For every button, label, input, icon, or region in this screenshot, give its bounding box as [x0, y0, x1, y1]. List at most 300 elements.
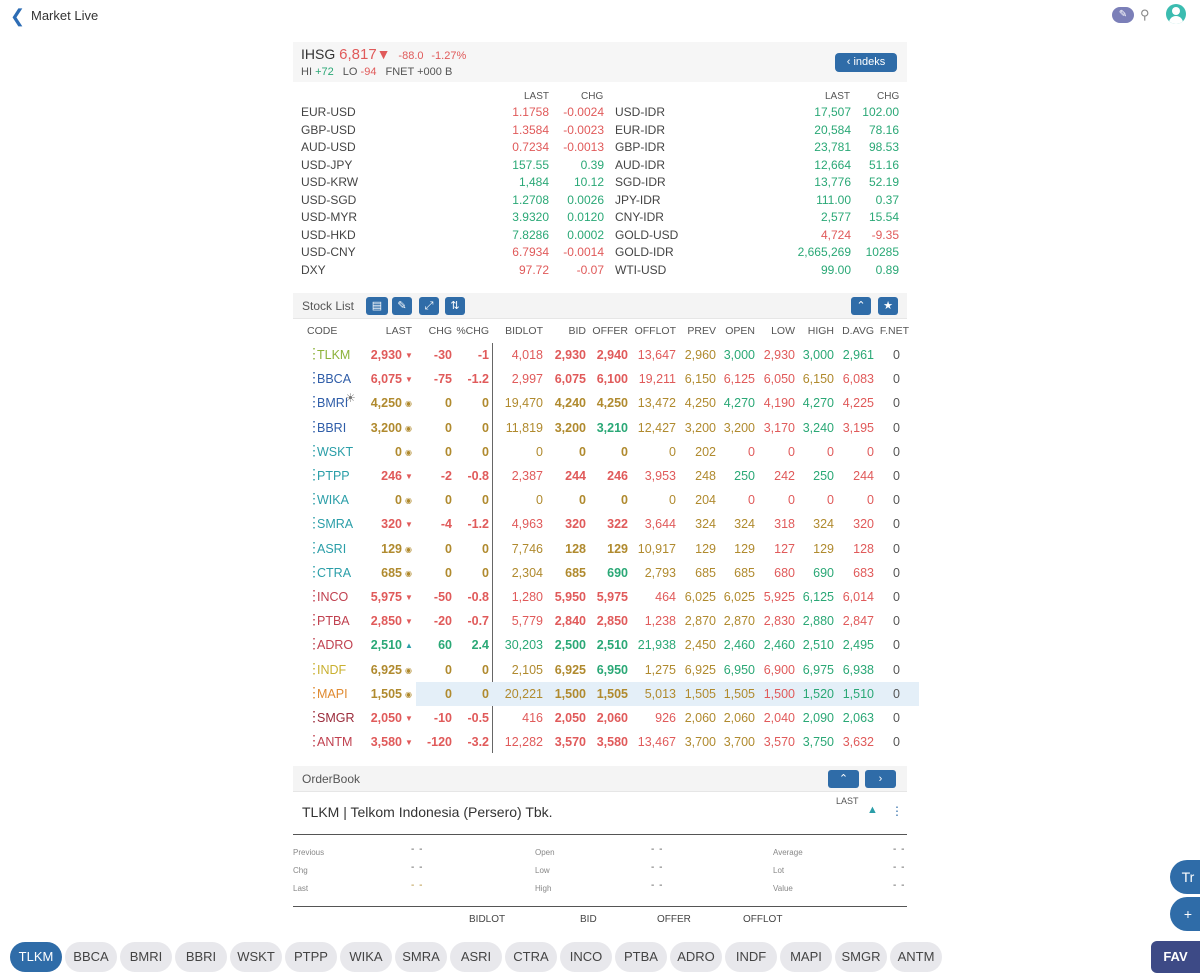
stat-label-chg: Chg	[293, 866, 308, 875]
offlot-value: 5,013	[644, 686, 676, 701]
row-menu-icon[interactable]: ⋮	[307, 562, 321, 579]
fx-chg: 10285	[865, 245, 899, 259]
row-menu-icon[interactable]: ⋮	[307, 417, 321, 434]
watchlist-chip-adro[interactable]: ADRO	[670, 942, 722, 972]
sun-icon: ☀	[345, 391, 356, 406]
fnet-value: 0	[893, 444, 900, 459]
table-row[interactable]	[293, 609, 919, 633]
stock-code[interactable]: WSKT	[317, 444, 354, 459]
watchlist-chip-wskt[interactable]: WSKT	[230, 942, 282, 972]
ob-col-bid: BID	[580, 914, 597, 925]
offer-value: 690	[607, 565, 628, 580]
fnet-value: 0	[893, 469, 900, 483]
bid-value: 2,840	[554, 614, 586, 629]
fx-left-chg-header: CHG	[581, 91, 604, 102]
pct-value: 0	[482, 396, 489, 411]
stock-code[interactable]: SMGR	[317, 711, 355, 725]
neutral-dot-icon: ◉	[405, 447, 412, 457]
search-icon[interactable]: ⚲	[1140, 7, 1150, 22]
open-value: 1,505	[723, 686, 755, 701]
fx-right-last-header: LAST	[825, 91, 851, 102]
neutral-dot-icon: ◉	[405, 665, 412, 675]
fx-left-last-header: LAST	[524, 91, 550, 102]
column-header-chg: %CHG	[456, 325, 489, 337]
chg-value: 0	[445, 420, 452, 435]
more-icon[interactable]: ⋮	[891, 804, 903, 818]
orderbook-last-label: LAST	[836, 796, 859, 806]
fx-pair: GBP-USD	[301, 122, 356, 137]
bid-value: 3,200	[554, 420, 586, 435]
down-arrow-icon: ▼	[405, 351, 413, 360]
watchlist-chip-mapi[interactable]: MAPI	[780, 942, 832, 972]
down-arrow-icon: ▼	[405, 738, 413, 748]
stat-label-low: Low	[535, 866, 550, 875]
watchlist-chip-smra[interactable]: SMRA	[395, 942, 447, 972]
stock-code[interactable]: ASRI	[317, 541, 347, 556]
chg-value: 0	[445, 444, 452, 459]
fx-pair: WTI-USD	[615, 262, 667, 277]
open-value: 250	[734, 469, 755, 483]
low-value: 4,190	[763, 396, 795, 411]
ob-col-bidlot: BIDLOT	[469, 914, 506, 925]
table-row[interactable]	[293, 391, 919, 415]
last-value: 246	[381, 469, 402, 483]
fx-pair: AUD-USD	[301, 140, 356, 154]
high-value: 3,750	[802, 735, 834, 750]
offlot-value: 3,953	[644, 469, 676, 483]
stock-code[interactable]: PTBA	[317, 614, 350, 629]
book-icon[interactable]: ▤	[366, 297, 388, 315]
offlot-value: 13,647	[637, 348, 676, 362]
watchlist-chip-bbri[interactable]: BBRI	[175, 942, 227, 972]
table-row[interactable]	[293, 633, 919, 657]
davg-value: 0	[867, 444, 874, 459]
row-menu-icon[interactable]: ⋮	[307, 538, 321, 555]
offlot-value: 13,467	[637, 735, 676, 750]
table-row[interactable]	[293, 464, 919, 488]
neutral-dot-icon: ◉	[405, 689, 412, 699]
down-arrow-icon: ▼	[405, 375, 413, 385]
bidlot-value: 1,280	[511, 590, 543, 604]
table-row[interactable]	[293, 512, 919, 536]
watchlist-chip-wika[interactable]: WIKA	[340, 942, 392, 972]
stock-code[interactable]: ANTM	[317, 735, 353, 750]
prev-value: 6,925	[684, 662, 716, 677]
high-value: 3,240	[802, 420, 834, 435]
offer-value: 2,060	[596, 711, 628, 725]
fx-pair: USD-SGD	[301, 192, 357, 207]
davg-value: 2,063	[842, 711, 874, 725]
chg-value: 0	[445, 493, 452, 508]
row-menu-icon[interactable]: ⋮	[307, 490, 321, 507]
bid-value: 1,500	[554, 686, 586, 701]
row-menu-icon[interactable]: ⋮	[307, 635, 321, 652]
stock-code[interactable]: SMRA	[317, 517, 354, 532]
stock-code[interactable]: BBRI	[317, 420, 347, 435]
davg-value: 4,225	[842, 396, 874, 411]
table-row[interactable]	[293, 706, 919, 730]
low-value: 3,570	[763, 735, 795, 750]
index-name: IHSG	[301, 46, 336, 62]
prev-value: 248	[695, 469, 716, 483]
davg-value: 683	[853, 565, 874, 580]
davg-value: 244	[853, 469, 874, 483]
chat-icon[interactable]: ✎	[1112, 7, 1134, 23]
davg-value: 2,847	[842, 614, 874, 629]
row-menu-icon[interactable]: ⋮	[307, 441, 321, 458]
pct-value: -1	[477, 348, 489, 362]
watchlist-chip-ptpp[interactable]: PTPP	[285, 942, 337, 972]
bidlot-value: 12,282	[504, 735, 543, 750]
davg-value: 3,632	[842, 735, 874, 750]
offer-value: 2,510	[596, 638, 628, 653]
row-menu-icon[interactable]: ⋮	[307, 683, 321, 700]
collapse-icon[interactable]: ⌃	[851, 297, 871, 315]
table-row[interactable]	[293, 658, 919, 682]
fx-chg: 98.53	[868, 140, 899, 154]
fx-last: 99.00	[820, 262, 851, 277]
open-value: 4,270	[723, 396, 755, 411]
fx-chg: -0.0013	[563, 140, 604, 154]
fx-last: 1,484	[518, 175, 549, 189]
offer-value: 3,210	[596, 420, 628, 435]
stock-code[interactable]: CTRA	[317, 565, 352, 580]
table-row[interactable]	[293, 440, 919, 464]
low-value: 2,040	[763, 711, 795, 725]
fnet-value: 0	[893, 638, 900, 653]
fx-chg: 10.12	[573, 175, 604, 189]
offlot-value: 926	[655, 711, 676, 725]
open-value: 3,200	[723, 420, 755, 435]
pct-value: -1.2	[467, 517, 489, 532]
fx-last: 17,507	[814, 105, 851, 119]
column-header-chg: CHG	[428, 325, 452, 337]
last-value: 685	[381, 565, 402, 580]
pct-value: 0	[482, 420, 489, 435]
stock-code[interactable]: WIKA	[317, 493, 349, 508]
orderbook-header	[293, 766, 907, 792]
fx-pair: GOLD-USD	[615, 227, 679, 242]
low-value: 0	[788, 444, 795, 459]
column-header-open: OPEN	[725, 325, 755, 337]
prev-value: 685	[695, 565, 716, 580]
offlot-value: 12,427	[637, 420, 676, 435]
stock-code[interactable]: TLKM	[317, 348, 351, 362]
watchlist-chip-bbca[interactable]: BBCA	[65, 942, 117, 972]
high-value: 4,270	[802, 396, 834, 411]
fx-chg: 102.00	[862, 105, 899, 119]
offlot-value: 21,938	[637, 638, 676, 653]
stat-label-value: Value	[773, 884, 793, 893]
watchlist-chip-bmri[interactable]: BMRI	[120, 942, 172, 972]
fx-chg: 52.19	[868, 175, 899, 189]
user-avatar-icon[interactable]	[1166, 4, 1186, 24]
chg-value: -10	[433, 711, 452, 725]
watchlist-chip-indf[interactable]: INDF	[725, 942, 777, 972]
offlot-value: 1,238	[644, 614, 676, 629]
star-icon[interactable]: ★	[878, 297, 898, 315]
high-value: 6,125	[802, 590, 834, 604]
down-arrow-icon: ▼	[405, 472, 413, 481]
column-header-prev: PREV	[687, 325, 716, 337]
column-header-last: LAST	[385, 325, 412, 337]
fx-last: 0.7234	[512, 140, 549, 154]
expand-icon[interactable]: ⤢	[419, 297, 439, 315]
pct-value: 0	[482, 493, 489, 508]
open-value: 6,025	[723, 590, 755, 604]
fx-chg: 0.0120	[567, 210, 604, 224]
trade-button[interactable]: Tr	[1170, 860, 1200, 894]
prev-value: 2,450	[684, 638, 716, 653]
fx-row	[293, 140, 907, 157]
fx-pair: GOLD-IDR	[615, 245, 674, 259]
offlot-value: 464	[655, 590, 676, 604]
last-value: 5,975	[370, 590, 402, 604]
prev-value: 129	[695, 541, 716, 556]
chg-value: -20	[433, 614, 452, 629]
column-header-high: HIGH	[807, 325, 834, 337]
up-arrow-icon: ▲	[867, 804, 878, 816]
chg-value: 0	[445, 662, 452, 677]
table-row[interactable]	[293, 367, 919, 391]
bidlot-value: 30,203	[504, 638, 543, 653]
orderbook-title: OrderBook	[302, 772, 361, 786]
row-menu-icon[interactable]: ⋮	[307, 732, 321, 749]
fnet-value: 0	[893, 396, 900, 411]
prev-value: 4,250	[684, 396, 716, 411]
orderbook-divider	[293, 834, 907, 835]
neutral-dot-icon: ◉	[405, 544, 412, 554]
bid-value: 3,570	[554, 735, 586, 750]
orderbook-divider-2	[293, 906, 907, 907]
last-value: 4,250	[370, 396, 402, 411]
offer-value: 2,850	[596, 614, 628, 629]
fx-chg: 0.37	[875, 192, 899, 207]
fx-last: 2,665,269	[797, 245, 851, 259]
last-value: 6,925	[370, 662, 402, 677]
fx-pair: USD-MYR	[301, 210, 357, 224]
chg-value: -4	[440, 517, 452, 532]
fnet-value: 0	[893, 420, 900, 435]
offer-value: 1,505	[596, 686, 628, 701]
fx-chg: 78.16	[868, 122, 899, 137]
fx-chg: -0.0023	[563, 122, 604, 137]
stock-code[interactable]: BBCA	[317, 372, 352, 387]
neutral-dot-icon: ◉	[405, 399, 412, 409]
row-menu-icon[interactable]: ⋮	[307, 393, 321, 410]
table-row[interactable]	[293, 561, 919, 585]
stock-code[interactable]: INDF	[317, 662, 347, 677]
davg-value: 2,961	[842, 348, 874, 362]
last-value: 6,075	[370, 372, 402, 387]
pin-icon[interactable]: ✎	[392, 297, 412, 315]
fnet-label: FNET	[385, 66, 415, 78]
prev-value: 3,700	[684, 735, 716, 750]
open-value: 685	[734, 565, 755, 580]
fx-last: 2,577	[820, 210, 851, 224]
low-value: 3,170	[763, 420, 795, 435]
low-value: 318	[774, 517, 795, 532]
bidlot-value: 20,221	[504, 686, 543, 701]
page-title: Market Live	[31, 8, 99, 23]
hi-label: HI	[301, 66, 312, 78]
table-row[interactable]	[293, 416, 919, 440]
low-value: 2,460	[763, 638, 795, 653]
fx-row	[293, 210, 907, 227]
index-summary	[293, 42, 907, 82]
last-value: 0	[395, 493, 402, 508]
fx-table	[293, 88, 907, 288]
fnet-value: 0	[893, 686, 900, 701]
stock-table	[293, 321, 919, 753]
sort-icon[interactable]: ⇅	[445, 297, 465, 315]
fnet-value: 0	[893, 348, 900, 362]
offer-value: 3,580	[596, 735, 628, 750]
fnet-value: 0	[893, 711, 900, 725]
davg-value: 128	[853, 541, 874, 556]
row-menu-icon[interactable]: ⋮	[307, 369, 321, 386]
fx-pair: USD-HKD	[301, 227, 356, 242]
bidlot-value: 2,387	[511, 469, 543, 483]
low-value: 680	[774, 565, 795, 580]
stock-code[interactable]: INCO	[317, 590, 349, 604]
fx-last: 111.00	[816, 192, 851, 207]
watchlist-chip-smgr[interactable]: SMGR	[835, 942, 887, 972]
bid-value: 320	[565, 517, 586, 532]
fav-button[interactable]: FAV	[1151, 941, 1200, 973]
offlot-value: 10,917	[637, 541, 676, 556]
row-menu-icon[interactable]: ⋮	[307, 587, 321, 603]
low-value: 5,925	[763, 590, 795, 604]
bid-value: 244	[565, 469, 586, 483]
table-row[interactable]	[293, 682, 919, 706]
fx-chg: -0.0014	[563, 245, 604, 259]
davg-value: 6,938	[842, 662, 874, 677]
offer-value: 0	[621, 493, 628, 508]
low-value: 127	[774, 541, 795, 556]
bid-value: 4,240	[554, 396, 586, 411]
fx-last: 3.9320	[512, 210, 549, 224]
pct-value: 0	[482, 444, 489, 459]
table-row[interactable]	[293, 343, 919, 367]
stock-list-header	[293, 293, 907, 319]
neutral-dot-icon: ◉	[405, 496, 412, 506]
row-menu-icon[interactable]: ⋮	[307, 345, 321, 361]
row-menu-icon[interactable]: ⋮	[307, 611, 321, 628]
stat-value-average: - -	[893, 844, 906, 855]
fx-pair: USD-IDR	[615, 105, 665, 119]
stat-value-open: - -	[651, 844, 664, 855]
last-value: 3,200	[370, 420, 402, 435]
open-value: 2,060	[723, 711, 755, 725]
bidlot-value: 5,779	[511, 614, 543, 629]
table-row[interactable]	[293, 730, 919, 753]
low-value: 1,500	[763, 686, 795, 701]
table-row[interactable]	[293, 585, 919, 609]
chg-value: 60	[438, 638, 452, 653]
orderbook-next-icon[interactable]: ›	[865, 770, 896, 788]
fx-chg: 0.0026	[567, 192, 604, 207]
stock-list-title: Stock List	[302, 299, 355, 313]
chg-value: -30	[433, 348, 452, 362]
stat-value-chg: - -	[411, 862, 424, 873]
stat-label-high: High	[535, 884, 552, 893]
open-value: 3,000	[723, 348, 755, 362]
fnet-value: 0	[893, 493, 900, 508]
table-row[interactable]	[293, 488, 919, 512]
fx-row	[293, 123, 907, 140]
high-value: 3,000	[802, 348, 834, 362]
stock-code[interactable]: PTPP	[317, 469, 350, 483]
fx-row	[293, 193, 907, 210]
prev-value: 1,505	[684, 686, 716, 701]
fx-last: 97.72	[518, 262, 549, 277]
davg-value: 0	[867, 493, 874, 508]
prev-value: 204	[695, 493, 716, 508]
neutral-dot-icon: ◉	[405, 568, 412, 578]
stock-code[interactable]: BMRI	[317, 396, 349, 411]
open-value: 2,460	[723, 638, 755, 653]
davg-value: 320	[853, 517, 874, 532]
fx-pair: AUD-IDR	[615, 157, 665, 172]
watchlist-chip-ptba[interactable]: PTBA	[615, 942, 667, 972]
table-row[interactable]	[293, 537, 919, 561]
down-arrow-icon: ▼	[405, 593, 413, 602]
row-menu-icon[interactable]: ⋮	[307, 659, 321, 676]
davg-value: 3,195	[842, 420, 874, 435]
watchlist-chip-tlkm[interactable]: TLKM	[10, 942, 62, 972]
open-value: 0	[748, 444, 755, 459]
indeks-button[interactable]: ‹ indeks	[835, 53, 897, 72]
fx-row	[293, 245, 907, 262]
down-arrow-icon: ▼	[405, 520, 413, 530]
fx-chg: 0.39	[580, 157, 604, 172]
pct-value: -0.5	[467, 711, 489, 725]
row-menu-icon[interactable]: ⋮	[307, 708, 321, 724]
open-value: 324	[734, 517, 755, 532]
low-value: 242	[774, 469, 795, 483]
fx-right-chg-header: CHG	[877, 91, 900, 102]
fx-pair: SGD-IDR	[615, 175, 666, 189]
fx-row	[293, 158, 907, 175]
watchlist-chip-asri[interactable]: ASRI	[450, 942, 502, 972]
fx-row	[293, 228, 907, 245]
bid-value: 685	[565, 565, 586, 580]
orderbook-collapse-icon[interactable]: ⌃	[828, 770, 859, 788]
chg-value: 0	[445, 396, 452, 411]
last-value: 2,930	[370, 348, 402, 362]
fnet-value: 0	[893, 590, 900, 604]
up-arrow-icon: ▲	[405, 641, 413, 651]
fnet-value: 0	[893, 662, 900, 677]
stock-code[interactable]: ADRO	[317, 638, 354, 653]
fx-row	[293, 263, 907, 280]
fx-last: 1.3584	[512, 122, 549, 137]
stat-value-high: - -	[651, 880, 664, 891]
stat-label-lot: Lot	[773, 866, 785, 875]
chevron-left-icon[interactable]: ❮	[10, 6, 26, 26]
add-button[interactable]: +	[1170, 897, 1200, 931]
bidlot-value: 11,819	[505, 420, 543, 435]
high-value: 0	[827, 493, 834, 508]
watchlist-chip-ctra[interactable]: CTRA	[505, 942, 557, 972]
watchlist-chip-inco[interactable]: INCO	[560, 942, 612, 972]
stock-code[interactable]: MAPI	[317, 686, 348, 701]
row-menu-icon[interactable]: ⋮	[307, 514, 321, 531]
watchlist-chip-antm[interactable]: ANTM	[890, 942, 942, 972]
row-menu-icon[interactable]: ⋮	[307, 466, 321, 482]
column-header-fnet: F.NET	[879, 325, 909, 337]
